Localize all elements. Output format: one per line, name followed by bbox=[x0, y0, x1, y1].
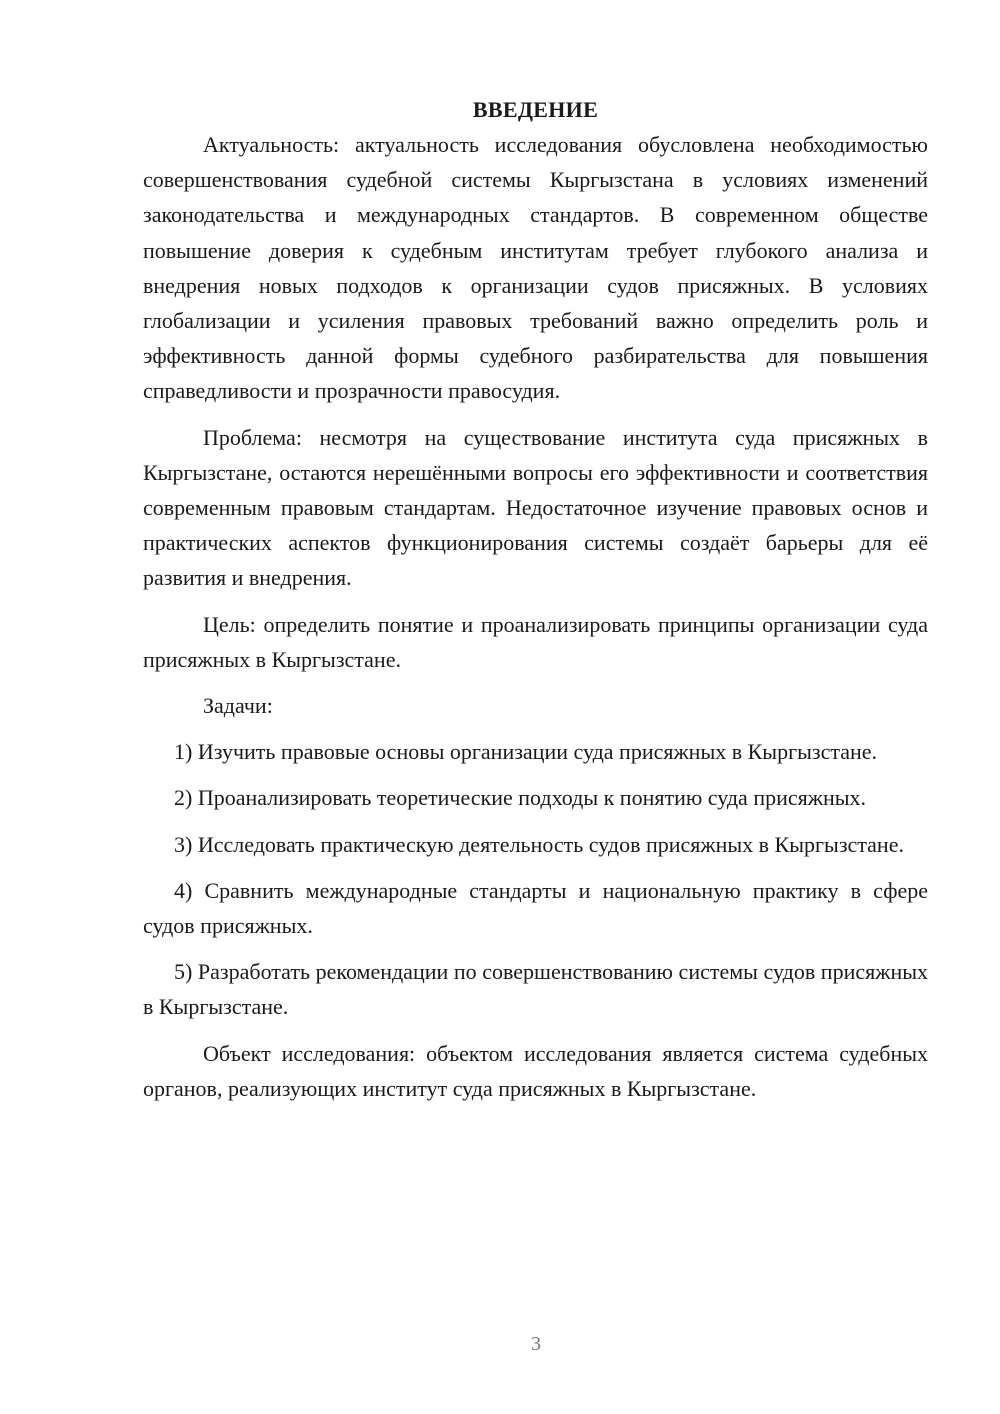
task-item: 4) Сравнить международные стандарты и национальную практику в сфере судов присяжных. bbox=[143, 877, 928, 939]
tasks-label: Задачи: bbox=[203, 693, 273, 719]
page-title: ВВЕДЕНИЕ bbox=[472, 97, 599, 122]
document-page bbox=[143, 92, 928, 1106]
task-item: 3) Исследовать практическую деятельность судов присяжных в Кыргызстане. bbox=[174, 831, 904, 857]
page-number: 3 bbox=[531, 1333, 541, 1355]
task-item: 5) Разработать рекомендации по совершенствованию системы судов присяжных в Кыргызстане. bbox=[143, 959, 928, 1020]
object-paragraph: Объект исследования: объектом исследования является система судебных органов, реализующих институт суда присяжных в Кыргызстане. bbox=[143, 1040, 928, 1101]
task-item: 1) Изучить правовые основы организации суда присяжных в Кыргызстане. bbox=[174, 739, 878, 765]
task-item: 2) Проанализировать теоретические подходы к понятию суда присяжных. bbox=[174, 785, 867, 811]
problem-paragraph: Проблема: несмотря на существование института суда присяжных в Кыргызстане, остаются нерешёнными вопросы его эффективности и соответствия современным правовым стандартам. Недостаточное изучение правовых основ и практических аспектов функционирования системы создаёт барьеры для её развития и внедрения. bbox=[143, 424, 928, 591]
goal-paragraph: Цель: определить понятие и проанализировать принципы организации суда присяжных в Кыргызстане. bbox=[143, 611, 928, 672]
relevance-paragraph: Актуальность: актуальность исследования обусловлена необходимостью совершенствования судебной системы Кыргызстана в условиях изменений законодательства и международных стандартов. В современном обществе повышение доверия к судебным институтам требует глубокого анализа и внедрения новых подходов к организации судов присяжных. В условиях глобализации и усиления правовых требований важно определить роль и эффективность данной формы судебного разбирательства для повышения справедливости и прозрачности правосудия. bbox=[143, 132, 928, 404]
